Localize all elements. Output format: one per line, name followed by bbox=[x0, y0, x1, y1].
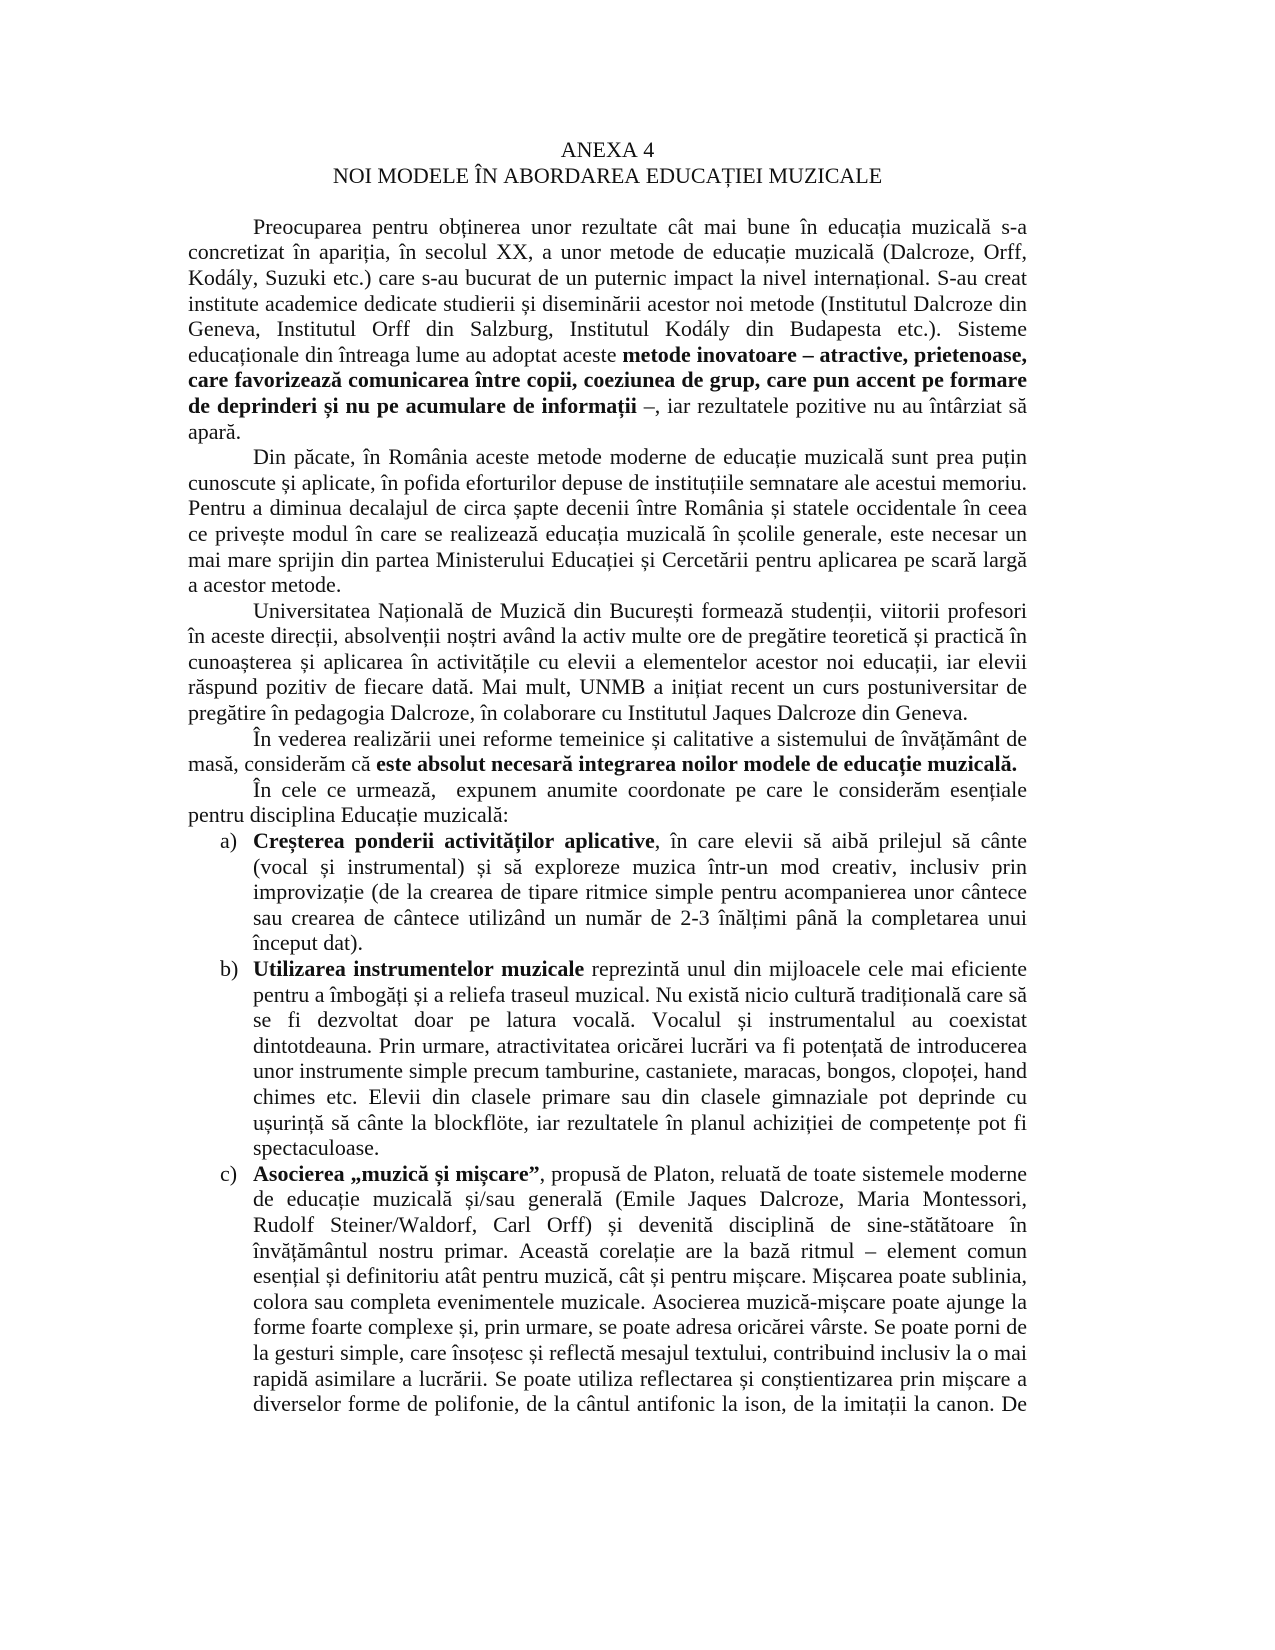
document-title: NOI MODELE ÎN ABORDAREA EDUCAȚIEI MUZICALE bbox=[332, 162, 883, 188]
blank-line bbox=[188, 188, 1027, 214]
document-body bbox=[188, 137, 1033, 1417]
list-item-heading: Creșterea ponderii activităților aplicative bbox=[253, 828, 655, 854]
paragraph-5 bbox=[188, 776, 1033, 828]
list-item-heading: Utilizarea instrumentelor muzicale bbox=[253, 956, 585, 981]
list-item-text: , propusă de Platon, reluată de toate sistemele moderne de educație muzicală și/sau generală (Emile Jaques Dalcroze, Maria Montessori, Rudolf Steiner/Waldorf, Carl Orff) și devenită disciplină de sine-stătătoare în învățământul nostru primar. Această corelație are la bază ritmul – element comun esențial și definitoriu atât pentru muzică, cât și pentru mișcare. Mișcarea poate sublinia, colora sau completa evenimentele muzicale. Asocierea muzică-mișcare poate ajunge la forme foarte complexe și, prin urmare, se poate adresa oricărei vârste. Se poate porni de la gesturi simple, care însoțesc și reflectă mesajul textului, contribuind inclusiv la o mai rapidă asimilare a lucrării. Se poate utiliza reflectarea și conștientizarea prin mișcare a diverselor forme de polifonie, de la cântul antifonic la ison, de la imitații la canon. De bbox=[253, 1160, 1027, 1417]
paragraph-4-text: În vederea realizării unei reforme temeinice și calitative a sistemului de învățământ de masă, considerăm că bbox=[188, 725, 1027, 777]
paragraph-4 bbox=[188, 726, 1027, 777]
paragraph-1-text: Preocuparea pentru obținerea unor rezultate cât mai bune în educația muzicală s-a concretizat în apariția, în secolul XX, a unor metode de educație muzicală (Dalcroze, Orff, Kodály, Suzuki etc.) care s-au bucurat de un puternic impact la nivel internațional. S-au creat institute academice dedicate studierii și diseminării acestor noi metode (Institutul Dalcroze din Geneva, Institutul Orff din Salzburg, Institutul Kodály din Budapesta etc.). Sisteme educaționale din întreaga lume au adoptat aceste bbox=[188, 213, 1027, 367]
list-item-text: reprezintă unul din mijloacele cele mai eficiente pentru a îmbogăți și a reliefa traseul muzical. Nu există nicio cultură tradițională care să se fi dezvoltat doar pe latura vocală. Vocalul și instrumentalul au coexistat dintotdeauna. Prin urmare, atractivitatea oricărei lucrări va fi potențată de introducerea unor instrumente simple precum tamburine, castaniete, maracas, bongos, clopoței, hand chimes etc. Elevii din clasele primare sau din clasele gimnaziale pot deprinde cu ușurință să cânte la blockflöte, iar rezultatele în planul achiziției de competențe pot fi spectaculoase. bbox=[253, 956, 1027, 1161]
list-item-c bbox=[188, 1161, 1027, 1417]
list-item-b bbox=[188, 956, 1027, 1161]
list-item-text: , în care elevii să aibă prilejul să cânte (vocal și instrumental) și să exploreze muzica într-un mod creativ, inclusiv prin improvizație (de la crearea de tipare ritmice simple pentru acompanierea unor cântece sau crearea de cântece utilizând un număr de 2-3 înălțimi până la completarea unui început dat). bbox=[253, 828, 1027, 956]
list-item-a bbox=[188, 828, 1027, 956]
list-marker: a) bbox=[220, 828, 238, 854]
annex-number: ANEXA 4 bbox=[560, 137, 655, 162]
list-marker: c) bbox=[220, 1160, 238, 1186]
paragraph-3-text: Universitatea Națională de Muzică din București formează studenții, viitorii profesori în aceste direcții, absolvenții noștri având la activ multe ore de pregătire teoretică și practică în cunoașterea și aplicarea în activitățile cu elevii a elementelor acestor noi educații, iar elevii răspund pozitiv de fiecare dată. Mai mult, UNMB a inițiat recent un curs postuniversitar de pregătire în pedagogia Dalcroze, în colaborare cu Institutul Jaques Dalcroze din Geneva. bbox=[188, 597, 1027, 726]
list-marker: b) bbox=[220, 956, 239, 981]
list-item-heading: Asocierea „muzică și mișcare” bbox=[253, 1160, 540, 1186]
paragraph-1 bbox=[188, 214, 1027, 444]
paragraph-1-text-end: –, iar rezultatele pozitive nu au întârziat să apară. bbox=[188, 392, 1028, 444]
paragraph-5-text: În cele ce urmează, expunem anumite coordonate pe care le considerăm esențiale pentru disciplina Educație muzicală: bbox=[188, 776, 1033, 828]
paragraph-2-text: Din păcate, în România aceste metode moderne de educație muzicală sunt prea puțin cunoscute și aplicate, în pofida eforturilor depuse de instituțiile semnatare ale acestui memoriu. Pentru a diminua decalajul de circa șapte decenii între România și statele occidentale în ceea ce privește modul în care se realizează educația muzicală în școlile generale, este necesar un mai mare sprijin din partea Ministerului Educației și Cercetării pentru aplicarea pe scară largă a acestor metode. bbox=[188, 444, 1027, 598]
paragraph-4-emphasis: este absolut necesară integrarea noilor modele de educație muzicală. bbox=[376, 751, 1018, 777]
paragraph-3 bbox=[188, 598, 1027, 726]
paragraph-1-emphasis: metode inovatoare – atractive, prietenoase, care favorizează comunicarea între copii, coeziunea de grup, care pun accent pe formare de deprinderi și nu pe acumulare de informații bbox=[188, 341, 1027, 418]
paragraph-2 bbox=[188, 444, 1027, 598]
